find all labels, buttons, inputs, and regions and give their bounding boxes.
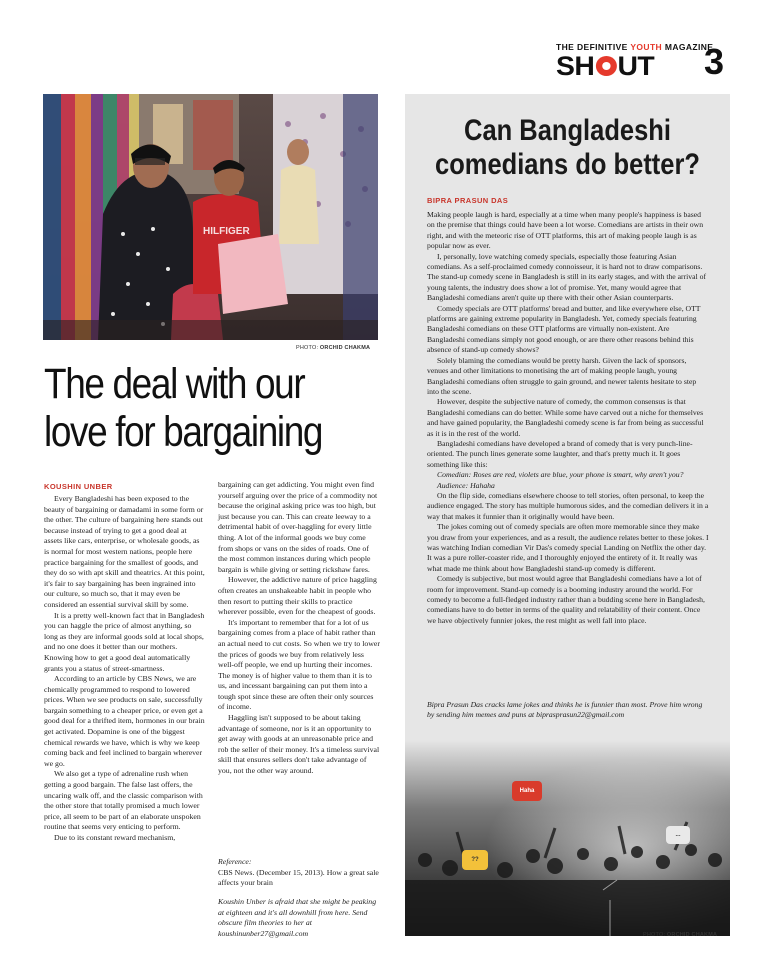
paragraph: Every Bangladeshi has been exposed to the beauty of bargaining or damadami in some form or the other. The culture of bargaining here stands out because instead of trying to get a good deal at assets like cars, enterprise, or wholesale goods, as is normal for most western nations, people here practice bargaining for the smallest of goods, and they do so with apt skill and theatrics. At this point, it's fair to say bargaining has been ingrained into our culture, so much so, that it may even be considered an essential survival skill by some.	[44, 494, 205, 609]
left-headline	[44, 360, 336, 456]
photo-credit-left: PHOTO: ORCHID CHAKMA	[296, 345, 371, 351]
shout-logo: SH UT	[556, 51, 655, 81]
left-article-column-2	[218, 480, 380, 777]
right-article-body	[427, 210, 709, 626]
paragraph: I, personally, love watching comedy specials, especially those featuring Asian comedians. As a self-proclaimed comedy connoisseur, it is hard not to draw comparisons. The stand-up comedy scene in Bangladesh is still in its early stages, and with the arrival of young talents, the industry does show a lot of promise. Yet, many would agree that Bangladeshi comedians aren't quite up there with their other Asian counterparts.	[427, 251, 707, 303]
right-author-note: Bipra Prasun Das cracks lame jokes and thinks he is funnier than most. Prove him wrong by sending him memes and puns at biprasprasun22@gmail.com	[427, 700, 703, 720]
paragraph: It's important to remember that for a lot of us bargaining comes from a place of habit rather than an actual need to cut costs. So when we try to lower the prices of goods we buy from relatively less well-off people, we end up hurting their incomes. The money is of higher value to them than it is to us, and incessant bargaining can put them into a tough spot since these are often their only sources of income.	[218, 617, 380, 712]
right-byline: BIPRA PRASUN DAS	[427, 196, 509, 205]
paragraph: Bangladeshi comedians have developed a brand of comedy that is very punch-line-oriented. The punch lines generate some laughter, and that's pretty much it. It goes something like this:	[427, 438, 693, 469]
right-headline-line-1: Can Bangladeshi	[464, 114, 671, 147]
svg-text:HILFIGER: HILFIGER	[203, 226, 250, 237]
speech-bubble-haha-icon: Haha	[512, 781, 542, 801]
magazine-tagline: THE DEFINITIVE YOUTH MAGAZINE	[556, 42, 714, 52]
paragraph: According to an article by CBS News, we are chemically programmed to respond to lowered prices. When we see products on sale, successfully bargain something to a cheaper price, or even get a good deal for a thrifted item, hormones in our brain get activated. Dopamine is one of the biggest chemical rewards we have, which is why we keep coming back and feel inclined to bargain wherever we go.	[44, 674, 205, 768]
left-byline: KOUSHIN UNBER	[44, 482, 113, 491]
paragraph: Audience: Hahaha	[437, 480, 495, 490]
paragraph: However, despite the subjective nature of comedy, the common consensus is that Bangladeshi comedians can do better. While some have carved out a niche for themselves and have gained popularity, the Bangladeshi comedy scene is far from being as successful as it is in the rest of the world.	[427, 397, 704, 438]
left-author-note: Koushin Unber is afraid that she might be peaking at eighteen and it's all downhill from here. Send obscure film theories to her at koushinunber27@gmail.com	[218, 897, 377, 938]
left-article-column-1	[44, 494, 206, 844]
paragraph: Comedy is subjective, but most would agree that Bangladeshi comedians have a lot of room for improvement. Stand-up comedy is a booming industry around the world. For comedy to become a full-fledged industry rather than a budding scene here in Bangladesh, comedians have to do better in terms of the quality and relatability of their content. Once we have objectively funnier jokes, the rest might as well fall into place.	[427, 574, 705, 625]
paragraph: Comedy specials are OTT platforms' bread and butter, and like everywhere else, OTT platforms are gaining extreme popularity in Bangladesh. Yet, comedy specials featuring Bangladeshi comedians on these OTT platforms are virtually non-existent. Are Bangladeshi comedians simply not good enough, or are there other reasons behind this absence of stand-up comedy shows?	[427, 303, 701, 355]
photo-credit-right: PHOTO: ORCHID CHAKMA	[643, 932, 718, 938]
left-headline-line-1: The deal with our	[44, 360, 305, 408]
paragraph: Haggling isn't supposed to be about taking advantage of someone, nor is it an opportunity to get away with goods at an unreasonable price and rob the seller of their money. It's a timeless survival skill that ensures sellers don't take advantage of you, not the other way around.	[218, 713, 380, 776]
right-headline	[429, 114, 705, 182]
page-number: 3	[704, 41, 725, 82]
left-headline-line-2: love for bargaining	[44, 408, 323, 456]
reference-block	[218, 857, 380, 889]
paragraph: Making people laugh is hard, especially at a time when many people's happiness is based on the premise that things could have been a lot worse. Comedians are artists in their own right, and with the meteoric rise of OTT platforms, this art of making people laugh is as popular now as ever.	[427, 210, 704, 251]
masthead	[556, 42, 726, 82]
speech-bubble-question-icon: ??	[462, 850, 488, 870]
paragraph: It is a pretty well-known fact that in Bangladesh you can haggle the price of almost anything, so long as they are informal goods sold at local shops, and no one does it better than our mothers. Knowing how to get a good deal automatically grants you a status of street-smartness.	[44, 610, 205, 673]
speech-bubble-dots-icon: ...	[666, 826, 690, 844]
right-headline-line-2: comedians do better?	[435, 148, 700, 181]
market-photo	[43, 94, 378, 340]
paragraph: The jokes coming out of comedy specials are often more memorable since they make you draw from your experiences, and as a result, the audience relates better to these jokes. I was watching Indian comedian Vir Das's comedy special Landing on Netflix the other day. It was a pure roller-coaster ride, and I thoroughly enjoyed the entirety of it. It really was what made me think about how Bangladeshi stand-up comedy is different.	[427, 522, 709, 573]
paragraph: bargaining can get addicting. You might even find yourself arguing over the price of a commodity not because the original asking price was too high, but just because you can. This can create leeway to a detrimental habit of over-haggling for every little thing. A lot of the informal goods we buy come from shops or vans on the sides of roads. One of the most common instances during which people bargain is while giving or setting rickshaw fares.	[218, 480, 378, 574]
reference-text: CBS News. (December 15, 2013). How a great sale affects your brain	[218, 867, 379, 888]
paragraph: Due to its constant reward mechanism,	[54, 833, 176, 842]
reference-heading: Reference:	[218, 857, 252, 866]
paragraph: On the flip side, comedians elsewhere choose to tell stories, often personal, to keep the audience engaged. The story has multiple humorous sides, and the comedian delivers it in a way that makes it funnier than it originally would have been.	[427, 490, 709, 521]
paragraph: Comedian: Roses are red, violets are blue, your phone is smart, why aren't you?	[437, 470, 684, 480]
logo-eye-icon	[595, 56, 616, 76]
paragraph: Solely blaming the comedians would be pretty harsh. Given the lack of sponsors, venues and other limitations to monetising the art of making people laugh, young Bangladeshi comedians often struggle to gain ground, and newer talents hesitate to step into the scene.	[427, 355, 697, 396]
paragraph: We also get a type of adrenaline rush when getting a good bargain. The false last offers, the uncaring walk off, and the classic comparison with the other store that totally promised a much lower price, all seem to be part of an elaborate unspoken routine that seems very enticing to perform.	[44, 769, 203, 832]
paragraph: However, the addictive nature of price haggling often creates an unshakeable habit in people who then resort to putting their skills to practice wherever possible, even for the cheapest of goods.	[218, 575, 377, 617]
